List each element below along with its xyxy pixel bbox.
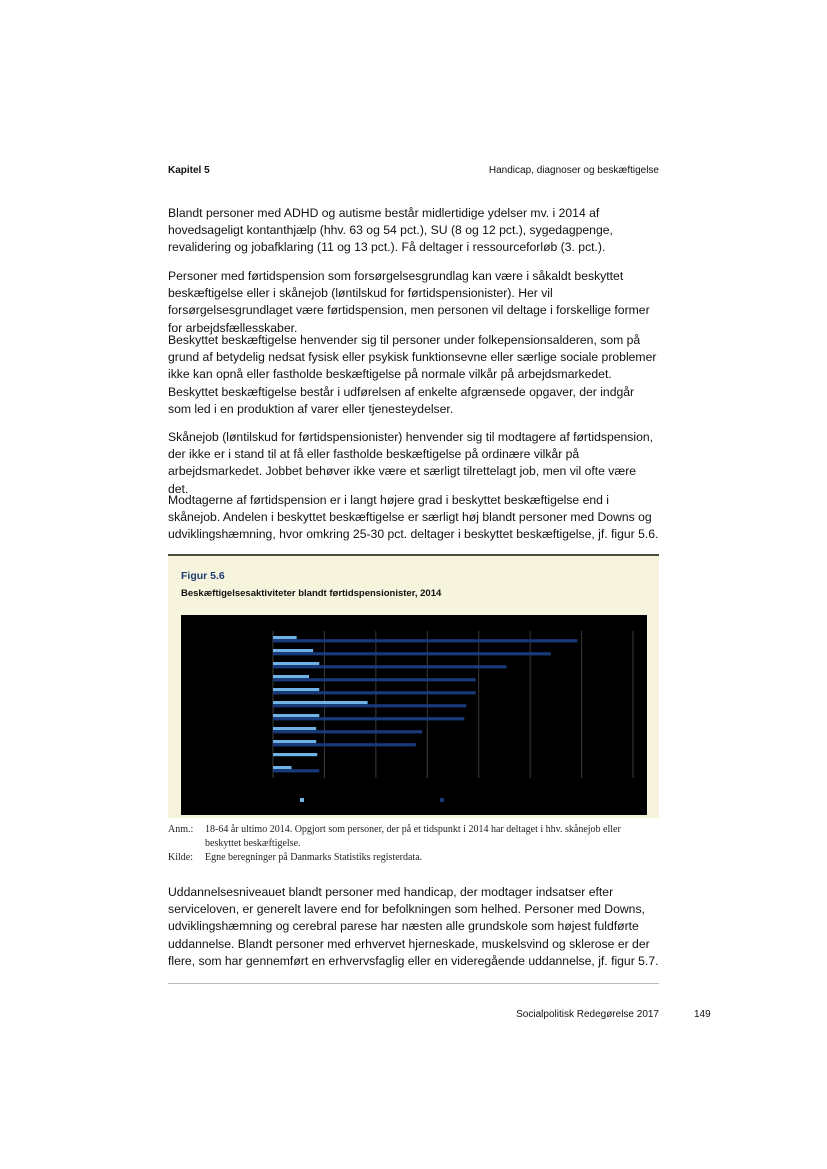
chart-panel bbox=[181, 615, 647, 815]
note-row bbox=[168, 823, 659, 851]
bar-series-1-row-8 bbox=[273, 743, 416, 746]
bar-series-0-row-0 bbox=[273, 636, 297, 639]
figure-notes bbox=[168, 823, 659, 865]
paragraph: Uddannelsesniveauet blandt personer med handicap, der modtager indsatser efter serviceloven, er generelt lavere end for befolkningen som helhed. Personer med Downs, udviklingshæmning og cerebral parese har næsten alle grundskole som højest fuldførte uddannelse. Blandt personer med erhvervet hjerneskade, muskelsvind og sklerose er der flere, som har gennemført en erhvervsfaglig eller en videregående uddannelse, jf. figur 5.7. bbox=[168, 885, 659, 968]
bar-series-1-row-1 bbox=[273, 652, 551, 655]
bar-series-0-row-3 bbox=[273, 675, 309, 678]
bar-series-0-row-7 bbox=[273, 727, 316, 730]
paragraph: Modtagerne af førtidspension er i langt højere grad i beskyttet beskæftigelse end i skånejob. Andelen i beskyttet beskæftigelse er særligt høj blandt personer med Downs og udviklingshæmning, hvor omkring 25-30 pct. deltager i beskyttet beskæftigelse, jf. figur 5.6. bbox=[168, 493, 659, 542]
page-number: 149 bbox=[694, 1009, 711, 1020]
bar-series-1-row-7 bbox=[273, 730, 422, 733]
paragraph: Skånejob (løntilskud for førtidspensionister) henvender sig til modtagere af førtidspension, der ikke er i stand til at få eller fastholde beskæftigelse på ordinære vilkår på arbejdsmarkedet. Jobbet behøver ikke være et særligt tilrettelagt job, men vil ofte være det. bbox=[168, 430, 654, 496]
bar-series-1-row-5 bbox=[273, 704, 466, 707]
figure-title: Beskæftigelsesaktiviteter blandt førtidspensionister, 2014 bbox=[181, 588, 442, 599]
bar-series-0-row-2 bbox=[273, 662, 319, 665]
paragraph: Beskyttet beskæftigelse henvender sig til personer under folkepensionsalderen, som på grund af betydelig nedsat fysisk eller psykisk funktionsevne eller særlige sociale problemer ikke kan opnå eller fastholde beskæftigelse på normale vilkår på arbejdsmarkedet. Beskyttet beskæftigelse består i udførelsen af enkelte afgrænsede opgaver, der indgår som led i en produktion af varer eller tjenesteydelser. bbox=[168, 333, 657, 416]
bar-series-1-row-4 bbox=[273, 691, 476, 694]
source-key: Kilde: bbox=[168, 852, 193, 863]
bar-series-1-row-10 bbox=[273, 769, 319, 772]
footer-rule bbox=[168, 983, 659, 984]
source-row bbox=[168, 851, 659, 865]
bar-series-0-row-1 bbox=[273, 649, 313, 652]
bar-series-0-row-6 bbox=[273, 714, 319, 717]
bar-series-0-row-4 bbox=[273, 688, 319, 691]
bar-series-1-row-3 bbox=[273, 678, 476, 681]
figure-box bbox=[168, 554, 659, 818]
source-text: Egne beregninger på Danmarks Statistiks registerdata. bbox=[205, 852, 423, 863]
figure-label: Figur 5.6 bbox=[181, 570, 225, 582]
note-text: 18-64 år ultimo 2014. Opgjort som personer, der på et tidspunkt i 2014 har deltaget i hhv. skånejob eller beskyttet beskæftigelse. bbox=[205, 824, 621, 849]
bar-series-0-row-10 bbox=[273, 766, 292, 769]
bar-series-1-row-6 bbox=[273, 717, 464, 720]
paragraph: Personer med førtidspension som forsørgelsesgrundlag kan være i såkaldt beskyttet beskæftigelse eller i skånejob (løntilskud for førtidspensionister). Her vil forsørgelsesgrundlaget være førtidspension, men personen vil deltage i forskellige former for arbejdsfællesskaber. bbox=[168, 269, 650, 335]
legend-marker-1 bbox=[440, 798, 444, 802]
bar-series-0-row-5 bbox=[273, 701, 368, 704]
bar-series-1-row-0 bbox=[273, 639, 577, 642]
chapter-label: Kapitel 5 bbox=[168, 165, 210, 176]
bar-series-0-row-9 bbox=[273, 753, 317, 756]
bar-series-1-row-2 bbox=[273, 665, 506, 668]
note-key: Anm.: bbox=[168, 824, 194, 835]
chapter-topic: Handicap, diagnoser og beskæftigelse bbox=[488, 165, 659, 176]
bar-series-0-row-8 bbox=[273, 740, 316, 743]
legend-marker-0 bbox=[300, 798, 304, 802]
footer-title: Socialpolitisk Redegørelse 2017 bbox=[516, 1009, 659, 1020]
paragraph: Blandt personer med ADHD og autisme består midlertidige ydelser mv. i 2014 af hovedsageligt kontanthjælp (hhv. 63 og 54 pct.), SU (8 og 12 pct.), sygedagpenge, revalidering og jobafklaring (11 og 13 pct.). Få deltager i ressourceforløb (3. pct.). bbox=[168, 206, 613, 255]
bar-chart bbox=[181, 615, 647, 815]
